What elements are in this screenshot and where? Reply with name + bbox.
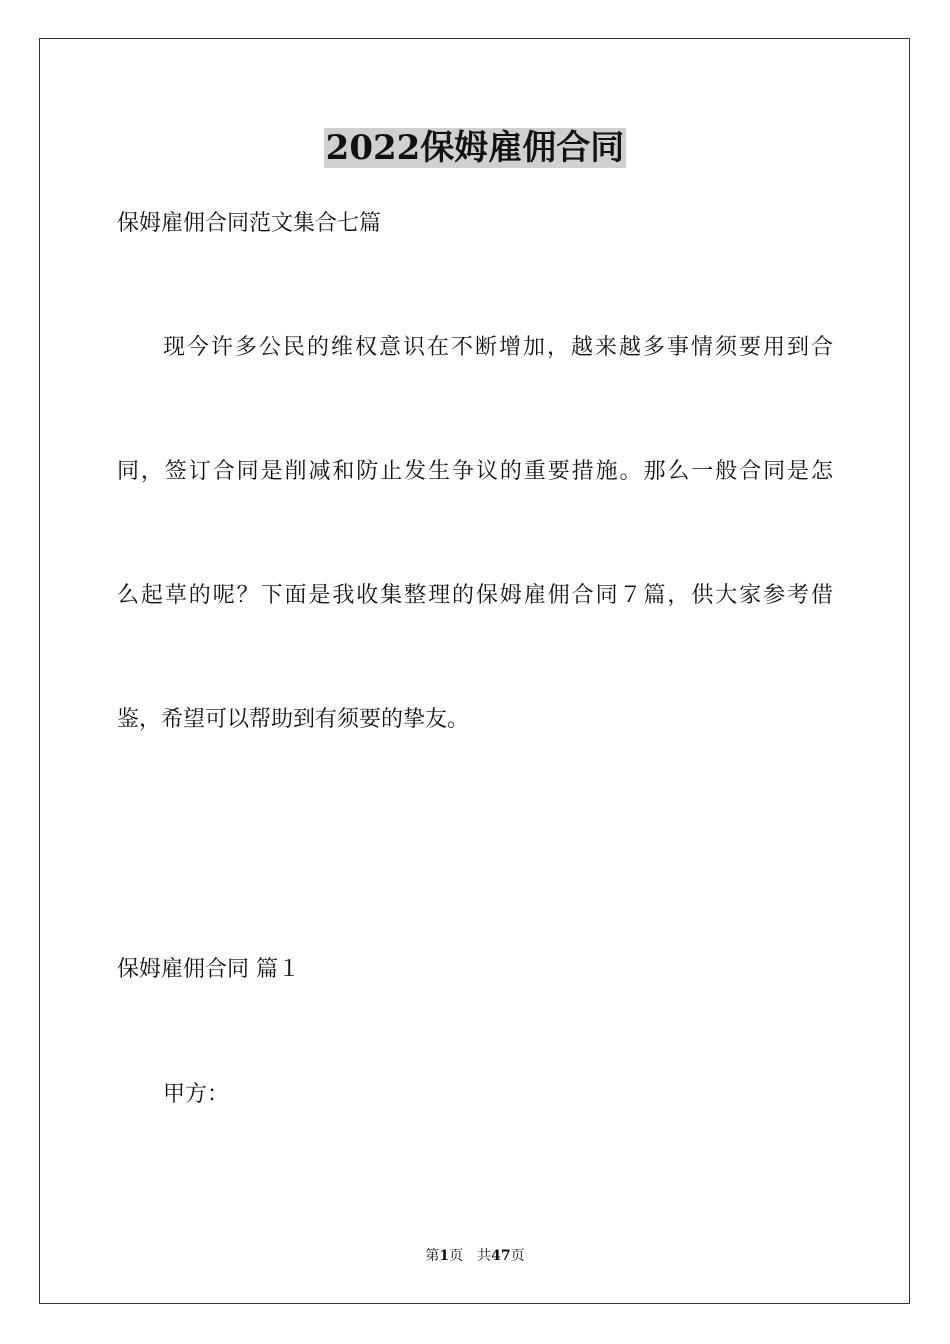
- document-title: [0, 126, 950, 170]
- page-footer: [0, 1246, 950, 1266]
- footer-page-prefix: 第: [425, 1248, 440, 1264]
- section-heading: 保姆雇佣合同 篇１: [117, 957, 300, 982]
- footer-page-suffix: 页: [449, 1248, 464, 1264]
- intro-line-1: 现今许多公民的维权意识在不断增加，越来越多事情须要用到合: [163, 335, 833, 360]
- party-a-label: 甲方：: [163, 1082, 230, 1107]
- document-subtitle: 保姆雇佣合同范文集合七篇: [117, 211, 382, 236]
- document-title-text: 2022保姆雇佣合同: [325, 128, 625, 168]
- footer-total-prefix: 共: [477, 1248, 492, 1264]
- intro-line-2: 同，签订合同是削减和防止发生争议的重要措施。那么一般合同是怎: [117, 459, 833, 484]
- intro-line-3: 么起草的呢？下面是我收集整理的保姆雇佣合同７篇，供大家参考借: [117, 583, 833, 608]
- footer-total-suffix: 页: [510, 1248, 525, 1264]
- intro-line-4: 鉴，希望可以帮助到有须要的挚友。: [117, 707, 470, 732]
- footer-page-number: 1: [439, 1248, 450, 1264]
- footer-total-pages: 47: [491, 1248, 511, 1264]
